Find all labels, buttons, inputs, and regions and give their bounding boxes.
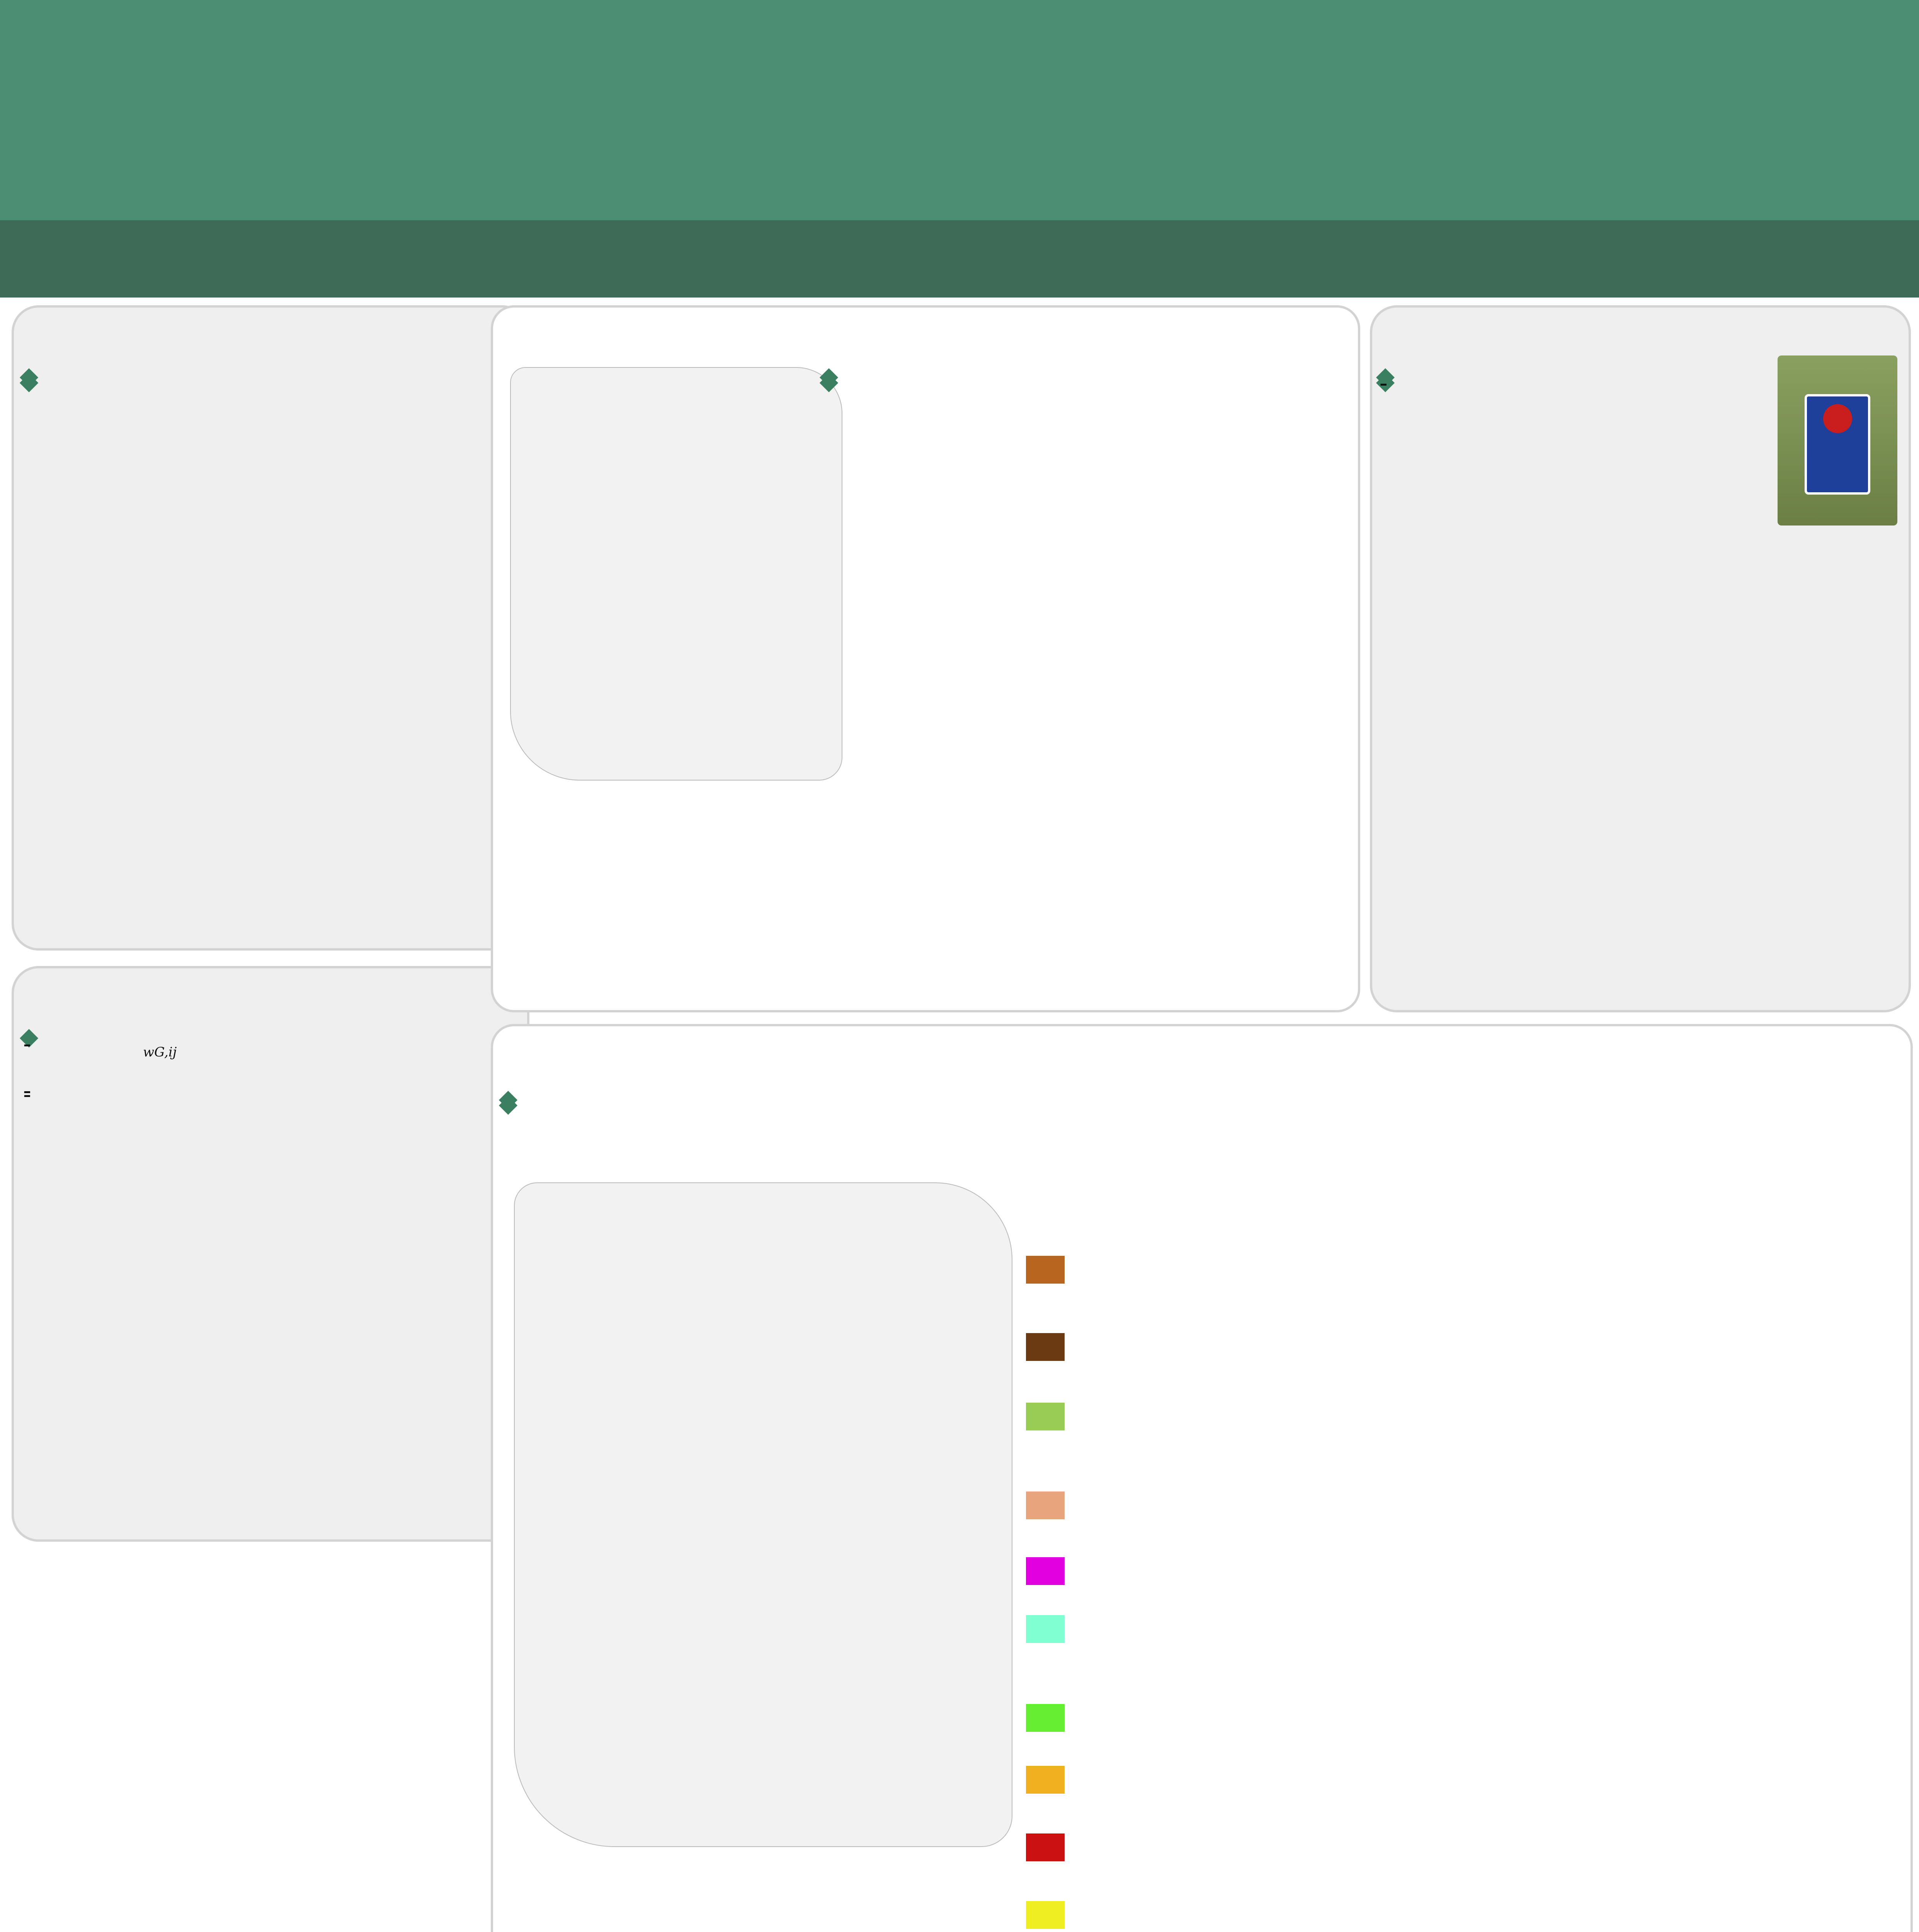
hintergrund-box (12, 305, 529, 951)
beschaffen-list (819, 363, 1352, 369)
ackerfruechte-chart (1430, 1437, 1905, 1893)
ackerfruechte-svg (1430, 1437, 1905, 1893)
germany-cluster-map (514, 1182, 1012, 1847)
status-chart (560, 808, 1333, 1009)
landnutzung-pie (873, 541, 1337, 804)
gruppen-list (498, 1086, 1368, 1091)
gower-formula: wG,ij (143, 1044, 177, 1060)
qualitaet-chart-svg (19, 1638, 502, 1932)
methodik-content (19, 1024, 518, 1080)
authors-bar (0, 220, 1919, 298)
germany-map-twsg (510, 367, 842, 781)
landnutzung-cluster-chart (1430, 1117, 1905, 1418)
hintergrund-list (19, 363, 518, 369)
datensatz-list (1376, 363, 1893, 369)
header-bar (0, 0, 1919, 220)
landnutzung-cluster-svg (1430, 1117, 1905, 1418)
status-chart-svg (560, 808, 1333, 1009)
sign-board (1805, 394, 1870, 495)
qualitaet-chart (19, 1638, 502, 1932)
landnutzung-pie-svg (873, 541, 1337, 804)
wasserschutzgebiet-sign-photo (1778, 355, 1897, 526)
sign-red-circle-icon (1823, 404, 1852, 433)
